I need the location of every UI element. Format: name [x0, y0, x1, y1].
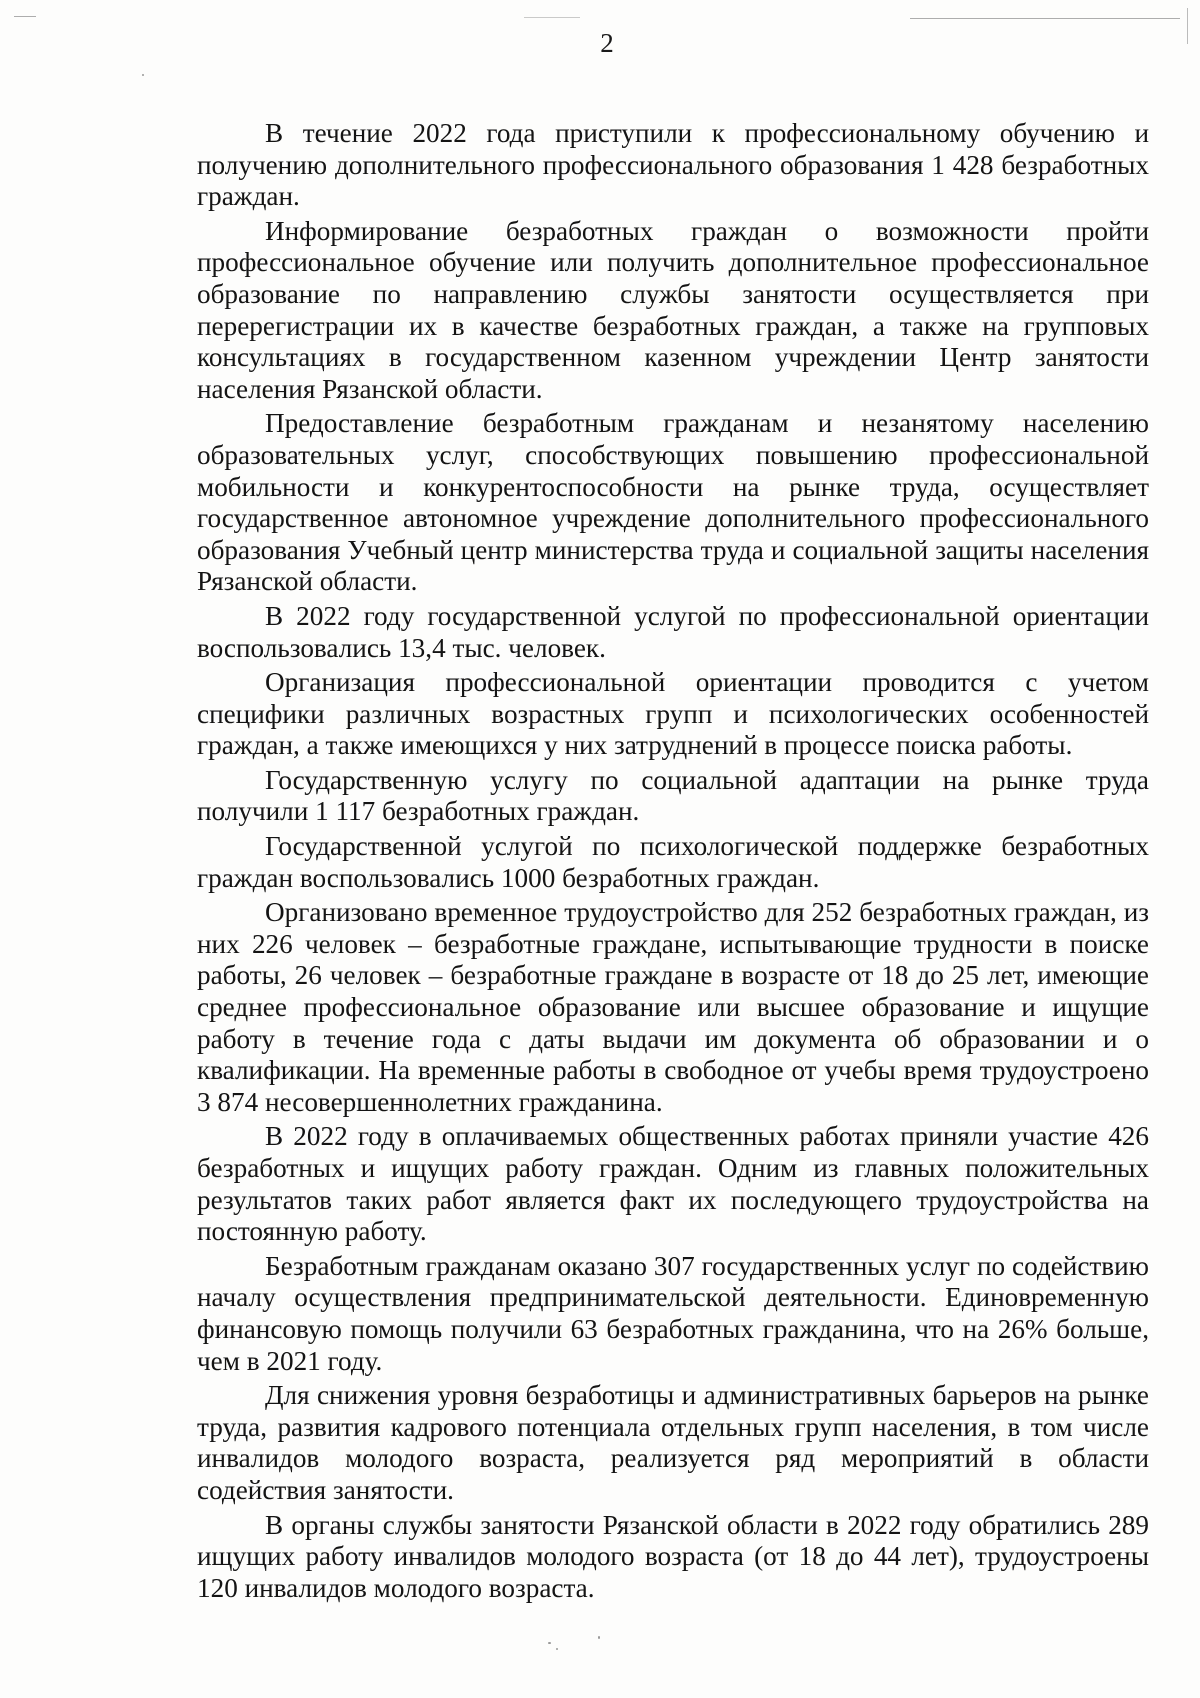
scan-artifact-top-left [14, 16, 36, 17]
scan-speck [556, 1648, 558, 1650]
scan-artifact-top-center [524, 17, 580, 18]
paragraph-temporary-employment: Организовано временное трудоустройство для 252 безработных граждан, из них 226 человек – безработные граждане, испытывающие трудности в поиске работы, 26 человек – безработные граждане в возрасте от 18 до 25 лет, имеющие среднее профессиональное образование или высшее образование и ищущие работу в течение года с даты выдачи им документа об образовании и о квалификации. На временные работы в свободное от учебы время трудоустроено 3 874 несовершеннолетних гражданина. [197, 897, 1149, 1117]
scan-speck [548, 1642, 551, 1644]
paragraph-public-works: В 2022 году в оплачиваемых общественных работах приняли участие 426 безработных и ищущих работу граждан. Одним из главных положительных результатов таких работ является факт их последующего трудоустройства на постоянную работу. [197, 1121, 1149, 1247]
paragraph-guidance-organization: Организация профессиональной ориентации проводится с учетом специфики различных возрастных групп и психологических особенностей граждан, а также имеющихся у них затруднений в процессе поиска работы. [197, 667, 1149, 761]
paragraph-unemployment-reduction: Для снижения уровня безработицы и административных барьеров на рынке труда, развития кадрового потенциала отдельных групп населения, в том числе инвалидов молодого возраста, реализуется ряд мероприятий в области содействия занятости. [197, 1380, 1149, 1505]
document-body [197, 118, 1149, 1607]
paragraph-training-started: В течение 2022 года приступили к профессиональному обучению и получению дополнительного профессионального образования 1 428 безработных граждан. [197, 118, 1149, 212]
scan-speck [598, 1636, 600, 1639]
paragraph-entrepreneurship: Безработным гражданам оказано 307 государственных услуг по содействию началу осуществления предпринимательской деятельности. Единовременную финансовую помощь получили 63 безработных гражданина, что на 26% больше, чем в 2021 году. [197, 1250, 1149, 1376]
paragraph-informing-unemployed: Информирование безработных граждан о возможности пройти профессиональное обучение или получить дополнительное профессиональное образование по направлению службы занятости осуществляется при перерегистрации их в качестве безработных граждан, а также на групповых консультациях в государственном казенном учреждении Центр занятости населения Рязанской области. [197, 215, 1149, 404]
page-number: 2 [600, 28, 614, 58]
paragraph-social-adaptation: Государственную услугу по социальной адаптации на рынке труда получили 1 117 безработных граждан. [197, 764, 1149, 827]
paragraph-career-guidance: В 2022 году государственной услугой по профессиональной ориентации воспользовались 13,4 тыс. человек. [197, 600, 1149, 663]
paragraph-young-disabled: В органы службы занятости Рязанской области в 2022 году обратились 289 ищущих работу инвалидов молодого возраста (от 18 до 44 лет), трудоустроены 120 инвалидов молодого возраста. [197, 1509, 1149, 1603]
paragraph-psychological-support: Государственной услугой по психологической поддержке безработных граждан воспользовались 1000 безработных граждан. [197, 831, 1149, 893]
scan-speck [142, 74, 144, 76]
paragraph-educational-services: Предоставление безработным гражданам и незанятому населению образовательных услуг, способствующих повышению профессиональной мобильности и конкурентоспособности на рынке труда, осуществляет государственное автономное учреждение дополнительного профессионального образования Учебный центр министерства труда и социальной защиты населения Рязанской области. [197, 408, 1149, 597]
scan-artifact-top-right [910, 18, 1180, 19]
